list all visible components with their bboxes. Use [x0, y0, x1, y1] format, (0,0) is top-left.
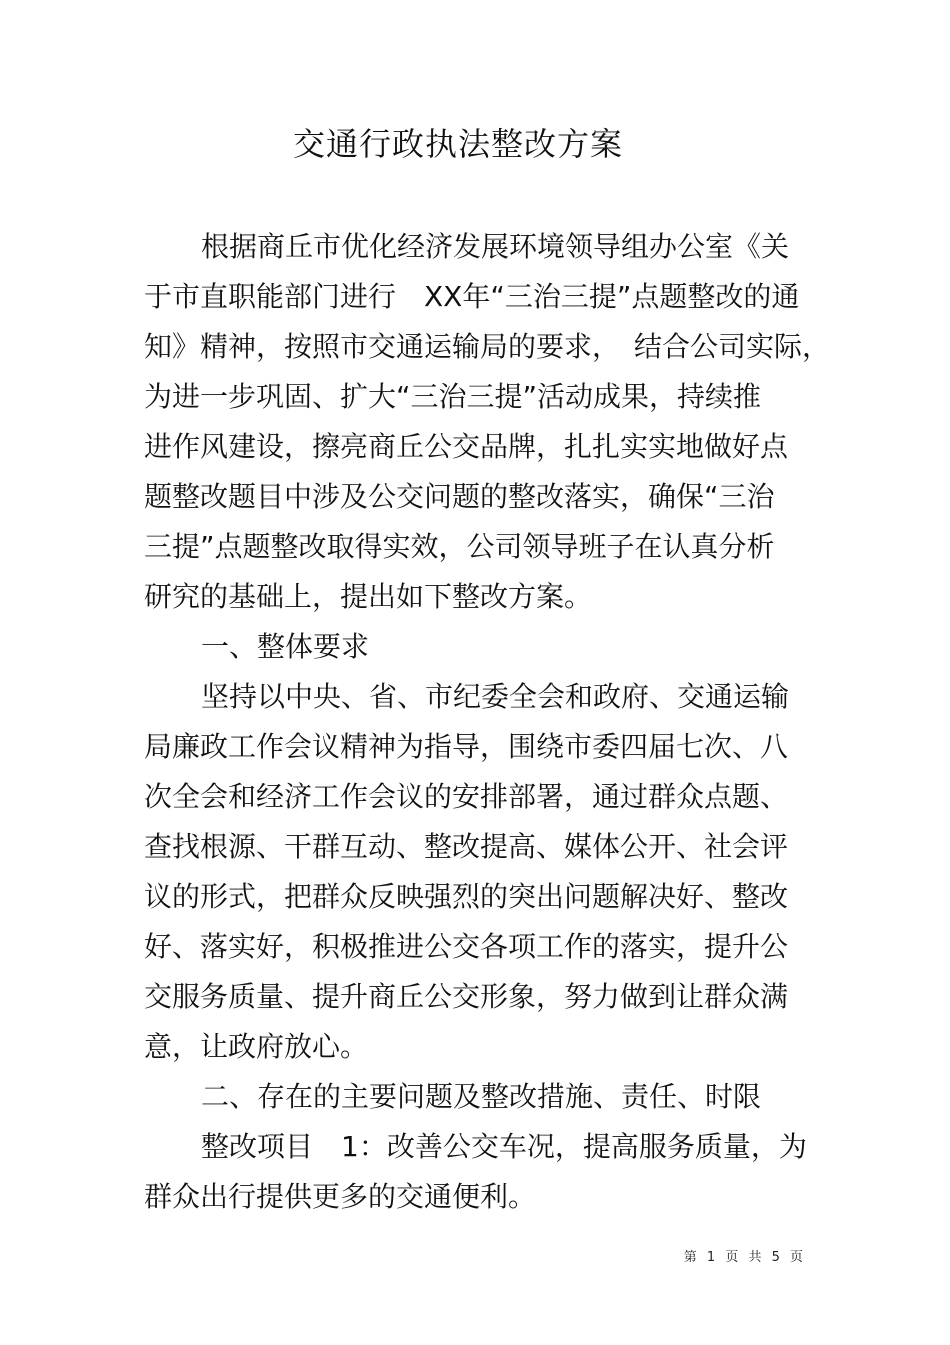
paragraph-1-line-2: 于市直职能部门进行 XX年“三治三提”点题整改的通	[144, 280, 800, 313]
paragraph-2-line-7: 交服务质量、提升商丘公交形象，努力做到让群众满	[144, 980, 789, 1013]
page-number-footer: 第 1 页 共 5 页	[683, 1250, 806, 1265]
paragraph-2-line-4: 查找根源、干群互动、整改提高、媒体公开、社会评	[144, 830, 789, 863]
paragraph-3-line-1: 整改项目 1：改善公交车况，提高服务质量，为	[201, 1130, 807, 1163]
paragraph-2-line-6: 好、落实好，积极推进公交各项工作的落实，提升公	[144, 930, 789, 963]
section-heading-1: 一、整体要求	[201, 630, 370, 663]
paragraph-2-line-5: 议的形式，把群众反映强烈的突出问题解决好、整改	[144, 880, 789, 913]
paragraph-1-line-4: 为进一步巩固、扩大“三治三提”活动成果，持续推	[144, 380, 762, 413]
paragraph-1-line-8: 研究的基础上，提出如下整改方案。	[144, 580, 593, 613]
paragraph-1-line-7: 三提”点题整改取得实效，公司领导班子在认真分析	[144, 530, 775, 563]
paragraph-2-line-2: 局廉政工作会议精神为指导，围绕市委四届七次、八	[144, 730, 789, 763]
paragraph-1-line-1: 根据商丘市优化经济发展环境领导组办公室《关	[201, 230, 790, 263]
paragraph-1-line-3: 知》精神，按照市交通运输局的要求， 结合公司实际，	[144, 330, 831, 363]
paragraph-2-line-1: 坚持以中央、省、市纪委全会和政府、交通运输	[201, 680, 790, 713]
paragraph-2-line-8: 意，让政府放心。	[144, 1030, 369, 1063]
paragraph-3-line-2: 群众出行提供更多的交通便利。	[144, 1180, 537, 1213]
document-title: 交通行政执法整改方案	[292, 125, 623, 163]
paragraph-1-line-6: 题整改题目中涉及公交问题的整改落实，确保“三治	[144, 480, 775, 513]
document-body	[144, 222, 831, 1222]
section-heading-2: 二、存在的主要问题及整改措施、责任、时限	[201, 1080, 762, 1113]
paragraph-1-line-5: 进作风建设，擦亮商丘公交品牌，扎扎实实地做好点	[144, 430, 789, 463]
paragraph-2-line-3: 次全会和经济工作会议的安排部署，通过群众点题、	[144, 780, 789, 813]
